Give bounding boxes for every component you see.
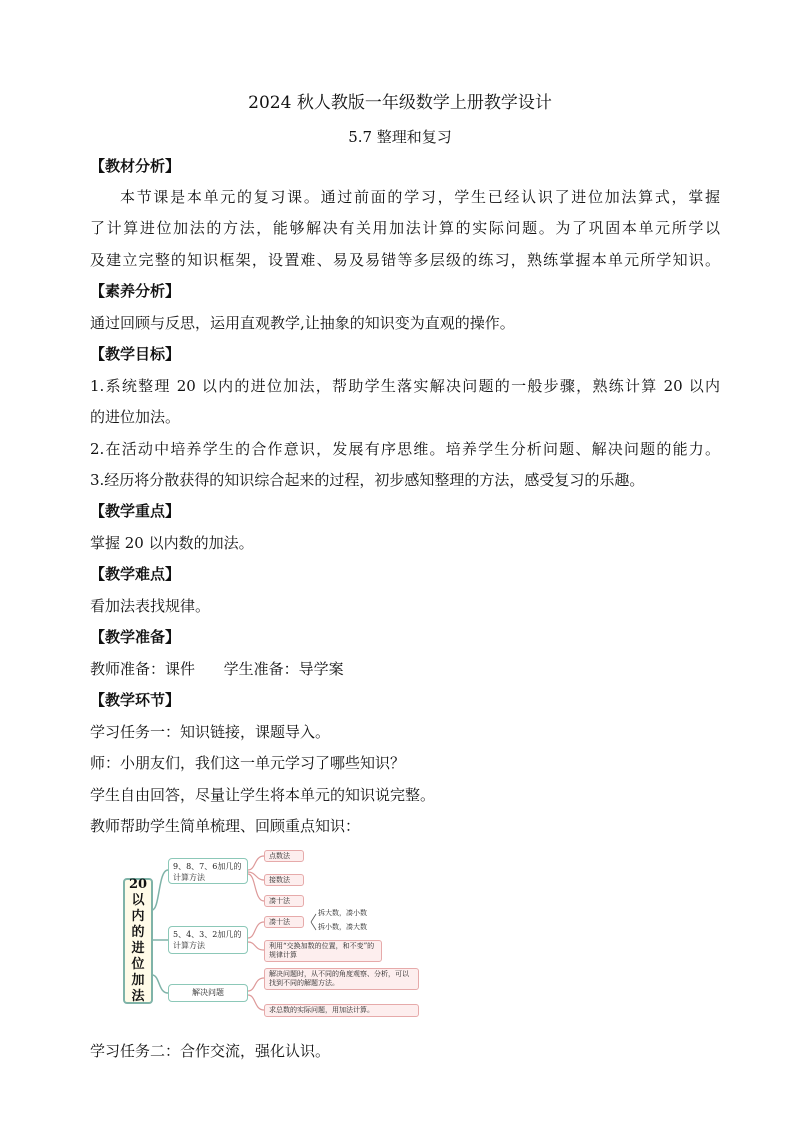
- process-line: 教师帮助学生简单梳理、回顾重点知识：: [90, 817, 361, 835]
- mind-map-figure: [118, 850, 428, 1020]
- mind-map-leaf: 接数法: [264, 874, 304, 886]
- section-heading-goals: 【教学目标】: [90, 345, 181, 363]
- goal-line: 的进位加法。: [90, 408, 181, 426]
- mind-map-branch-1: 9、8、7、6加几的计算方法: [168, 858, 248, 884]
- mind-map-branch-3: 解决问题: [168, 984, 248, 1002]
- mind-map-note: 拆小数，凑大数: [318, 923, 367, 931]
- mind-map-leaf: 利用“交换加数的位置，和不变”的规律计算: [264, 940, 382, 962]
- paragraph-line: 教师准备：课件 学生准备：导学案: [90, 660, 344, 678]
- goal-line: 1.系统整理 20 以内的进位加法，帮助学生落实解决问题的一般步骤，熟练计算 20 以内: [90, 377, 720, 395]
- paragraph-line: 掌握 20 以内数的加法。: [90, 534, 254, 552]
- mind-map-leaf: 点数法: [264, 850, 304, 862]
- paragraph-line: 本节课是本单元的复习课。通过前面的学习，学生已经认识了进位加法算式，掌握: [120, 188, 720, 206]
- paragraph-line: 了计算进位加法的方法，能够解决有关用加法计算的实际问题。为了巩固本单元所学以: [90, 219, 720, 237]
- mind-map-leaf: 解决问题时，从不同的角度观察、分析，可以找到不同的解题方法。: [264, 968, 419, 990]
- section-heading-difficulty: 【教学难点】: [90, 565, 181, 583]
- process-line: 学生自由回答，尽量让学生将本单元的知识说完整。: [90, 786, 436, 804]
- section-heading-key: 【教学重点】: [90, 502, 181, 520]
- section-heading-literacy: 【素养分析】: [90, 282, 181, 300]
- process-line: 学习任务二：合作交流，强化认识。: [90, 1042, 331, 1060]
- section-heading-process: 【教学环节】: [90, 691, 181, 709]
- process-line: 学习任务一：知识链接，课题导入。: [90, 723, 331, 741]
- document-title: 2024 秋人教版一年级数学上册教学设计: [248, 93, 552, 113]
- process-line: 师：小朋友们，我们这一单元学习了哪些知识？: [90, 754, 406, 772]
- mind-map-leaf: 凑十法: [264, 895, 304, 907]
- paragraph-line: 通过回顾与反思，运用直观教学,让抽象的知识变为直观的操作。: [90, 314, 515, 332]
- section-heading-material: 【教材分析】: [90, 157, 181, 175]
- goal-line: 2.在活动中培养学生的合作意识，发展有序思维。培养学生分析问题、解决问题的能力。: [90, 440, 720, 458]
- section-heading-prep: 【教学准备】: [90, 628, 181, 646]
- document-subtitle: 5.7 整理和复习: [348, 128, 452, 146]
- paragraph-line: 及建立完整的知识框架，设置难、易及易错等多层级的练习，熟练掌握本单元所学知识。: [90, 251, 720, 269]
- mind-map-branch-2: 5、4、3、2加几的计算方法: [168, 926, 248, 954]
- mind-map-note: 拆大数，凑小数: [318, 909, 367, 917]
- paragraph-line: 看加法表找规律。: [90, 597, 211, 615]
- goal-line: 3.经历将分散获得的知识综合起来的过程，初步感知整理的方法，感受复习的乐趣。: [90, 471, 645, 489]
- mind-map-leaf: 凑十法: [264, 916, 304, 928]
- mind-map-root: 20 以 内 的 进 位 加 法: [123, 878, 153, 1004]
- mind-map-leaf: 求总数的实际问题，用加法计算。: [264, 1004, 419, 1017]
